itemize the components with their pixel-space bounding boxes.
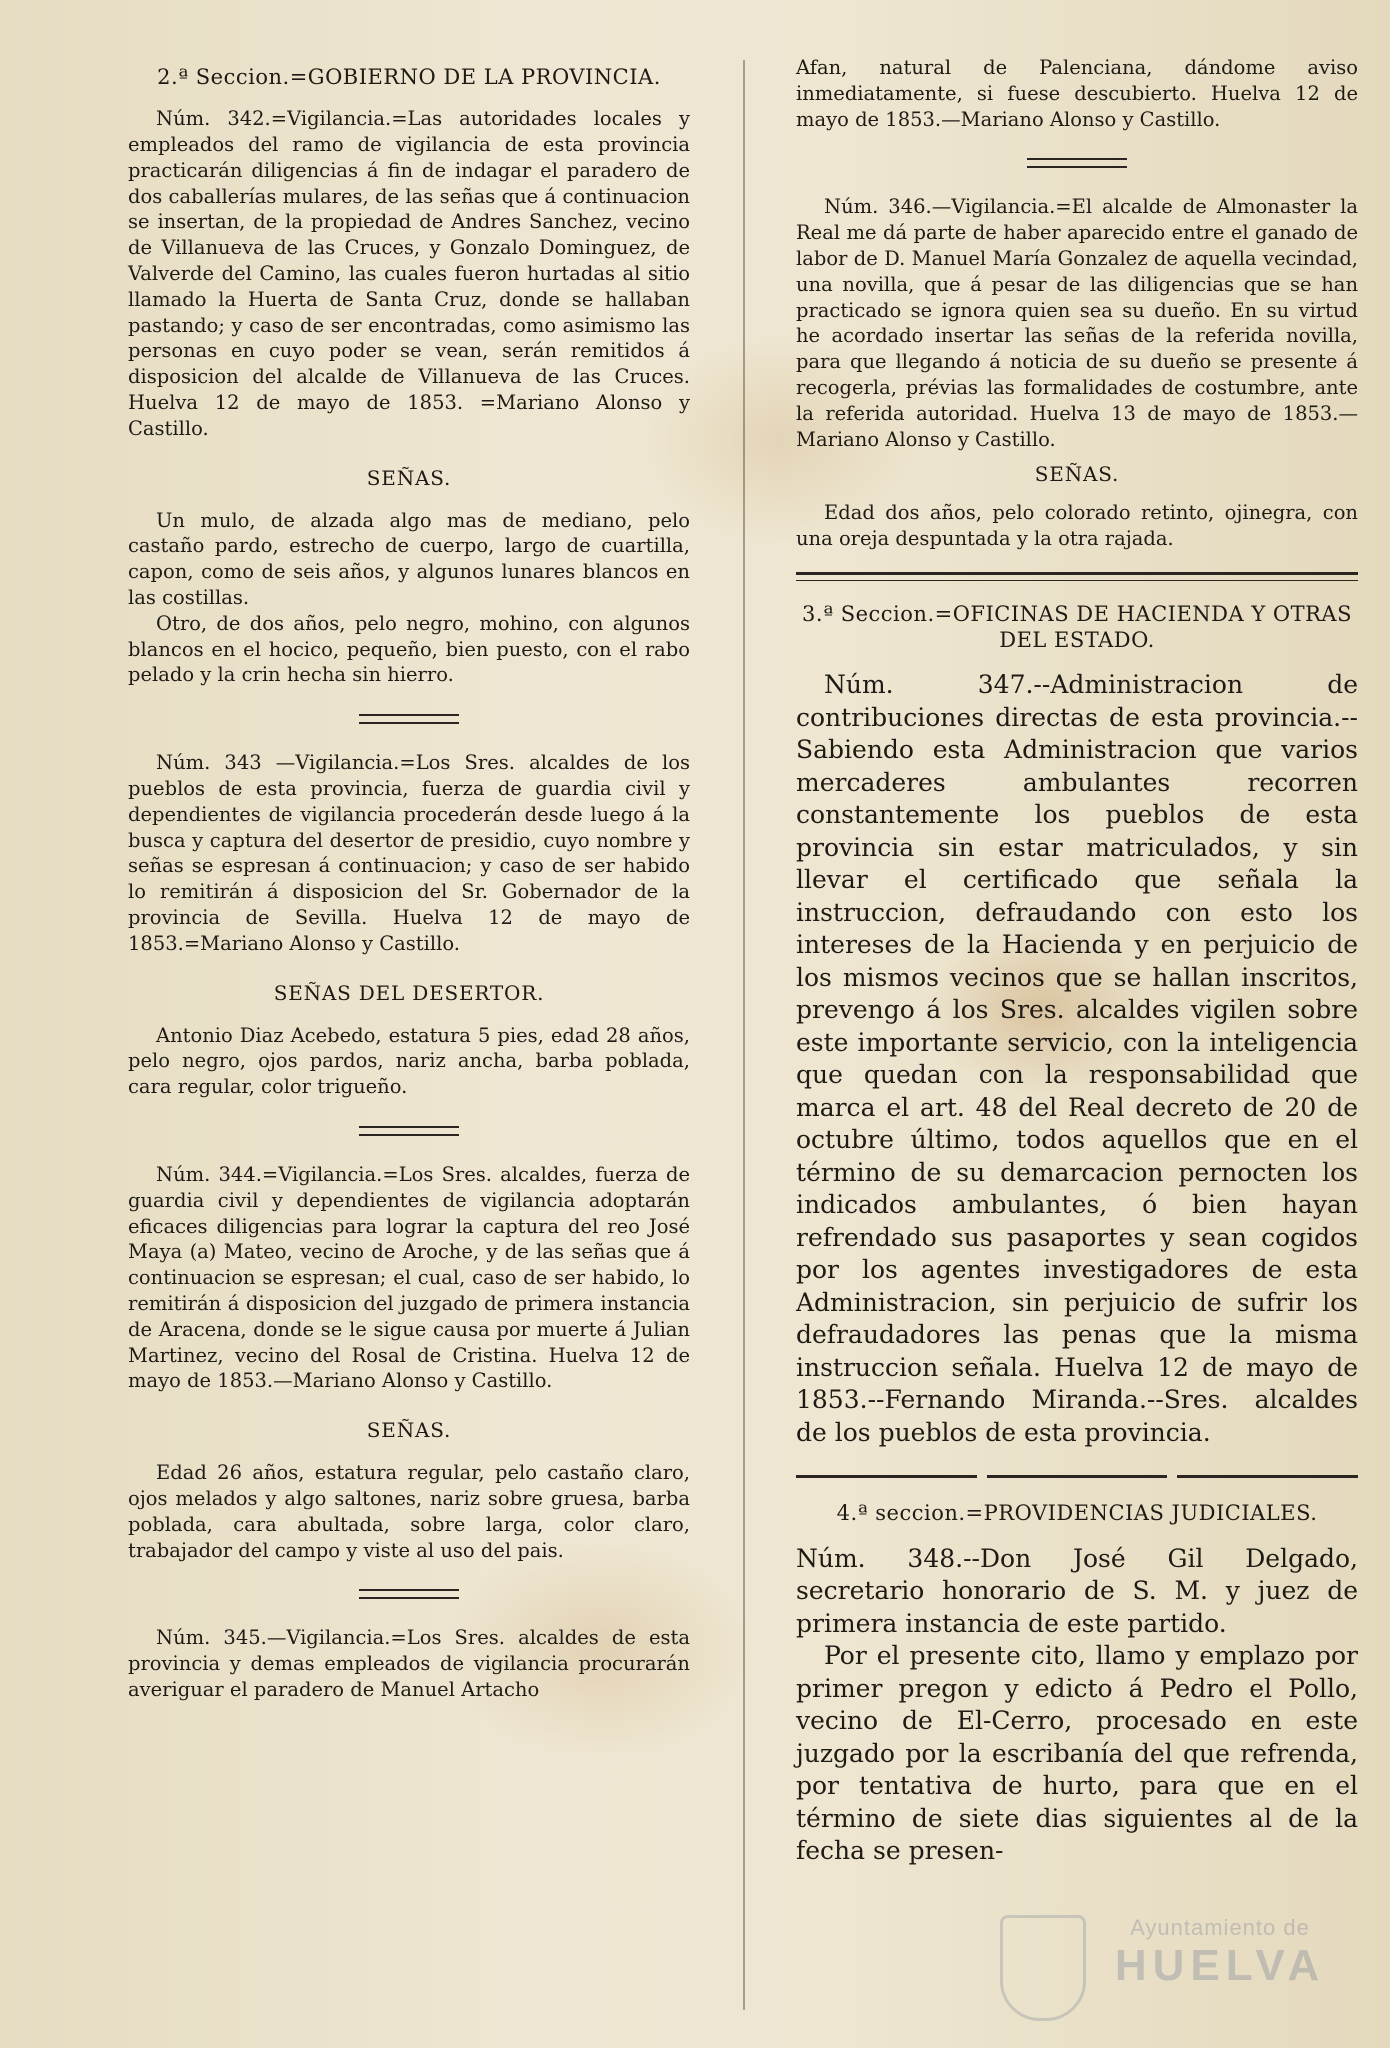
senas-4-paragraph: Edad dos años, pelo colorado retinto, ojinegra, con una oreja despuntada y la otra rajada. [796, 501, 1358, 551]
notice-348: Núm. 348.--Don José Gil Delgado, secretario honorario de S. M. y juez de primera instancia de este partido. [796, 1543, 1358, 1638]
section-separator [796, 572, 1358, 581]
senas-heading-3: SEÑAS. [366, 1418, 452, 1443]
watermark-line-1: Ayuntamiento de [1130, 1915, 1310, 1940]
senas-heading-1: SEÑAS. [366, 465, 452, 490]
notice-342: Núm. 342.=Vigilancia.=Las autoridades locales y empleados del ramo de vigilancia de esta provincia practicarán diligencias á fin de indagar el paradero de dos caballerías mulares, de las señas que á continuacion se insertan, de la propiedad de Andres Sanchez, vecino de Villanueva de las Cruces, y Gonzalo Dominguez, de Valverde del Camino, las cuales fueron hurtadas al sitio llamado la Huerta de Santa Cruz, donde se hallaban pastando; y caso de ser encontradas, como asimismo las personas en cuyo poder se vean, serán remitidos á disposicion del alcalde de Villanueva de las Cruces. Huelva 12 de mayo de 1853. =Mariano Alonso y Castillo. [128, 107, 690, 440]
notice-348-paragraph-2: Por el presente cito, llamo y emplazo por primer pregon y edicto á Pedro el Pollo, vecino de El-Cerro, procesado en este juzgado por la escribanía del que refrenda, por tentativa de hurto, para que en el término de siete dias siguientes al de la fecha se presen- [796, 1641, 1358, 1866]
section-2-header: 2.ª Seccion.=GOBIERNO DE LA PROVINCIA. [157, 65, 661, 89]
column-divider [743, 60, 745, 2010]
separator-rule [359, 1126, 459, 1136]
separator-rule [359, 1589, 459, 1599]
watermark-shield-icon [1000, 1915, 1086, 2021]
senas-1-paragraph-1: Un mulo, de alzada algo mas de mediano, pelo castaño pardo, estrecho de cuerpo, largo de cuartilla, capon, como de seis años, y algunos lunares blancos en las costillas. [128, 508, 690, 609]
senas-3-paragraph: Edad 26 años, estatura regular, pelo castaño claro, ojos melados y algo saltones, nariz sobre gruesa, barba poblada, cara abultada, sobre larga, color claro, trabajador del campo y viste al uso del pais. [128, 1461, 690, 1562]
notice-345: Núm. 345.—Vigilancia.=Los Sres. alcaldes de esta provincia y demas empleados de vigilancia procurarán averiguar el paradero de Manuel Artacho [128, 1626, 690, 1701]
section-3-header: 3.ª Seccion.=OFICINAS DE HACIENDA Y OTRAS DEL ESTADO. [802, 601, 1352, 653]
separator-rule [1027, 158, 1127, 168]
notice-345-continuation: Afan, natural de Palenciana, dándome aviso inmediatamente, si fuese descubierto. Huelva 12 de mayo de 1853.—Mariano Alonso y Castillo. [796, 56, 1358, 131]
notice-347: Núm. 347.--Administracion de contribuciones directas de esta provincia.--Sabiendo esta Administracion que varios mercaderes ambulantes recorren constantemente los pueblos de esta provincia sin estar matriculados, y sin llevar el certificado que señala la instruccion, defraudando con esto los intereses de la Hacienda y en perjuicio de los mismos vecinos que se hallan inscritos, prevengo á los Sres. alcaldes vigilen sobre este importante servicio, con la inteligencia que quedan con la responsabilidad que marca el art. 48 del Real decreto de 20 de octubre último, todos aquellos que en el término de su demarcacion pernocten los indicados ambulantes, ó bien hayan refrendado sus pasaportes y sean cogidos por los agentes investigadores de esta Administracion, sin perjuicio de sufrir los defraudadores las penas que la misma instruccion señala. Huelva 12 de mayo de 1853.--Fernando Miranda.--Sres. alcaldes de los pueblos de esta provincia. [796, 670, 1358, 1447]
watermark-line-2: HUELVA [1114, 1941, 1326, 1990]
senas-heading-4: SEÑAS. [1034, 462, 1120, 487]
notice-346: Núm. 346.—Vigilancia.=El alcalde de Almonaster la Real me dá parte de haber aparecido entre el ganado de labor de D. Manuel María Gonzalez de aquella vecindad, una novilla, que á pesar de las diligencias que se han practicado se ignora quien sea su dueño. En su virtud he acordado insertar las señas de la referida novilla, para que llegando á noticia de su dueño se presente á recogerla, prévias las formalidades de costumbre, ante la referida autoridad. Huelva 13 de mayo de 1853.—Mariano Alonso y Castillo. [796, 195, 1358, 451]
senas-desertor-heading: SEÑAS DEL DESERTOR. [273, 980, 545, 1005]
rule-segment [987, 1475, 1168, 1478]
separator-rule [359, 714, 459, 724]
rule-segment [1177, 1475, 1358, 1478]
section-separator-triple [796, 1475, 1358, 1478]
notice-343: Núm. 343 —Vigilancia.=Los Sres. alcaldes de los pueblos de esta provincia, fuerza de guardia civil y dependientes de vigilancia procederán desde luego á la busca y captura del desertor de presidio, cuyo nombre y señas se espresan á continuacion; y caso de ser habido lo remitirán á disposicion del Sr. Gobernador de la provincia de Sevilla. Huelva 12 de mayo de 1853.=Mariano Alonso y Castillo. [128, 751, 690, 955]
right-column [796, 55, 1358, 1868]
senas-desertor-paragraph: Antonio Diaz Acebedo, estatura 5 pies, edad 28 años, pelo negro, ojos pardos, nariz ancha, barba poblada, cara regular, color trigueño. [128, 1023, 690, 1099]
notice-344: Núm. 344.=Vigilancia.=Los Sres. alcaldes, fuerza de guardia civil y dependientes de vigilancia adoptarán eficaces diligencias para lograr la captura del reo José Maya (a) Mateo, vecino de Aroche, y de las señas que á continuacion se espresan; el cual, caso de ser habido, lo remitirán á disposicion del juzgado de primera instancia de Aracena, donde se le sigue causa por muerte á Julian Martinez, vecino del Rosal de Cristina. Huelva 12 de mayo de 1853.—Mariano Alonso y Castillo. [128, 1162, 690, 1393]
senas-1-paragraph-2: Otro, de dos años, pelo negro, mohino, con algunos blancos en el hocico, pequeño, bien puesto, con el rabo pelado y la crin hecha sin hierro. [128, 611, 690, 687]
rule-segment [796, 1475, 977, 1478]
left-column [128, 60, 690, 1707]
watermark [1100, 1915, 1340, 2025]
section-4-header: 4.ª seccion.=PROVIDENCIAS JUDICIALES. [836, 1501, 1318, 1526]
